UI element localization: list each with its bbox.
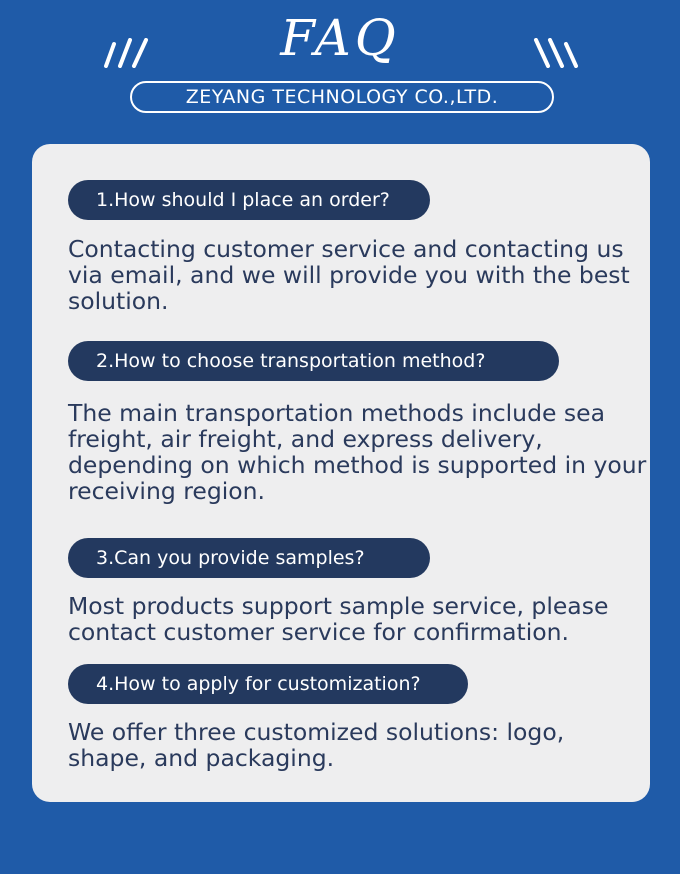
faq-answer-4: We offer three customized solutions: logo, shape, and packaging. [68,718,565,772]
faq-question-3: 3.Can you provide samples? [68,538,430,578]
faq-answer-3: Most products support sample service, please contact customer service for confirmation. [68,592,609,646]
faq-answer-2: The main transportation methods include sea freight, air freight, and express delivery, depending on which method is supported in your receiving region. [68,399,647,505]
company-name-badge: ZEYANG TECHNOLOGY CO.,LTD. [130,81,554,113]
faq-answer-1: Contacting customer service and contacting us via email, and we will provide you with the best solution. [68,235,630,315]
decorative-slashes-right-icon [528,38,588,68]
faq-question-4: 4.How to apply for customization? [68,664,468,704]
faq-question-2: 2.How to choose transportation method? [68,341,559,381]
faq-question-1: 1.How should I place an order? [68,180,430,220]
page-title: FAQ [280,9,400,67]
